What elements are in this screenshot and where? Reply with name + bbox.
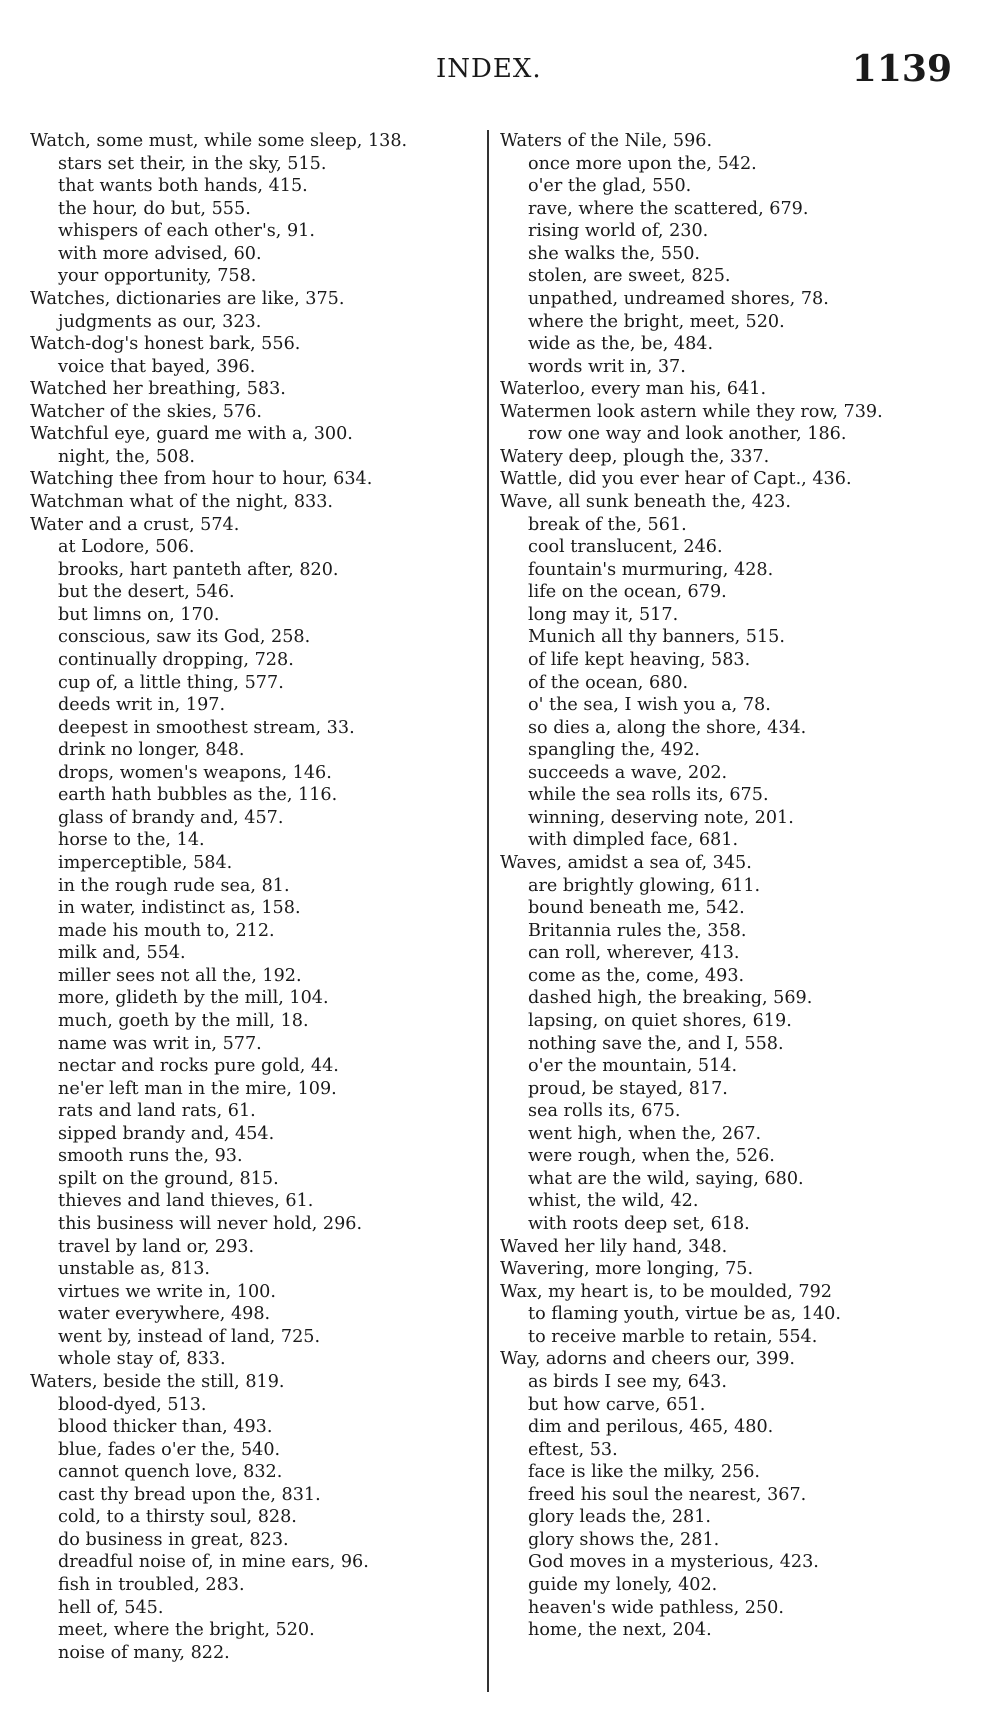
index-entry: Waves, amidst a sea of, 345. [500, 853, 752, 873]
index-subentry: face is like the milky, 256. [528, 1462, 760, 1483]
index-subentry: cup of, a little thing, 577. [58, 672, 284, 693]
index-subentry: break of the, 561. [528, 514, 687, 535]
index-subentry: are brightly glowing, 611. [528, 875, 761, 896]
index-subentry: to receive marble to retain, 554. [528, 1326, 818, 1347]
index-subentry: thieves and land thieves, 61. [58, 1191, 314, 1212]
index-subentry: o' the sea, I wish you a, 78. [528, 695, 771, 716]
index-subentry: more, glideth by the mill, 104. [58, 988, 329, 1009]
index-subentry: spilt on the ground, 815. [58, 1168, 279, 1189]
index-subentry: deepest in smoothest stream, 33. [58, 717, 355, 738]
page-title: INDEX. [436, 54, 542, 84]
index-subentry: fountain's murmuring, 428. [528, 559, 774, 580]
index-subentry: were rough, when the, 526. [528, 1146, 775, 1167]
index-subentry: while the sea rolls its, 675. [528, 785, 769, 806]
index-entry: Watchman what of the night, 833. [30, 492, 334, 512]
index-subentry: this business will never hold, 296. [58, 1214, 363, 1234]
index-subentry: come as the, come, 493. [528, 965, 745, 986]
index-subentry: stars set their, in the sky, 515. [58, 153, 327, 174]
index-subentry: she walks the, 550. [528, 243, 700, 264]
index-subentry: whispers of each other's, 91. [58, 221, 315, 242]
index-subentry: proud, be stayed, 817. [528, 1078, 728, 1099]
index-subentry: blood-dyed, 513. [58, 1394, 207, 1415]
index-entry: Watching thee from hour to hour, 634. [30, 469, 373, 490]
index-entry: Wave, all sunk beneath the, 423. [500, 492, 791, 512]
index-subentry: went high, when the, 267. [528, 1123, 762, 1144]
index-subentry: o'er the glad, 550. [528, 176, 692, 197]
index-entry: Wattle, did you ever hear of Capt., 436. [500, 469, 852, 490]
index-subentry: dreadful noise of, in mine ears, 96. [58, 1552, 369, 1573]
index-subentry: at Lodore, 506. [58, 537, 195, 558]
index-subentry: drink no longer, 848. [58, 740, 245, 761]
index-subentry: that wants both hands, 415. [58, 176, 308, 197]
index-subentry: sipped brandy and, 454. [58, 1123, 275, 1144]
index-subentry: rising world of, 230. [528, 221, 709, 242]
index-subentry: fish in troubled, 283. [58, 1575, 245, 1595]
index-subentry: with roots deep set, 618. [528, 1214, 750, 1234]
index-subentry: went by, instead of land, 725. [58, 1326, 321, 1347]
index-entry: Watery deep, plough the, 337. [500, 446, 770, 467]
index-subentry: Munich all thy banners, 515. [528, 627, 785, 648]
index-subentry: guide my lonely, 402. [528, 1575, 718, 1595]
index-entry: Water and a crust, 574. [30, 514, 240, 535]
index-entry: Wax, my heart is, to be moulded, 792 [500, 1281, 832, 1302]
index-subentry: life on the ocean, 679. [528, 582, 727, 603]
page-number: 1139 [851, 48, 952, 90]
index-subentry: to flaming youth, virtue be as, 140. [528, 1304, 841, 1325]
index-entry: Watch-dog's honest bark, 556. [30, 334, 301, 355]
index-subentry: nectar and rocks pure gold, 44. [58, 1056, 339, 1077]
index-subentry: name was writ in, 577. [58, 1033, 262, 1054]
index-subentry: heaven's wide pathless, 250. [528, 1597, 784, 1618]
index-subentry: what are the wild, saying, 680. [528, 1168, 804, 1189]
index-subentry: with more advised, 60. [58, 243, 262, 264]
index-subentry: imperceptible, 584. [58, 853, 233, 873]
index-subentry: freed his soul the nearest, 367. [528, 1484, 807, 1505]
index-subentry: virtues we write in, 100. [58, 1281, 276, 1302]
index-subentry: stolen, are sweet, 825. [528, 266, 731, 287]
index-entry: Waterloo, every man his, 641. [500, 379, 767, 400]
index-subentry: whole stay of, 833. [58, 1349, 226, 1370]
index-subentry: in the rough rude sea, 81. [58, 875, 290, 896]
index-subentry: noise of many, 822. [58, 1642, 230, 1663]
index-subentry: cool translucent, 246. [528, 537, 723, 558]
index-subentry: but the desert, 546. [58, 582, 235, 603]
index-subentry: continually dropping, 728. [58, 649, 294, 670]
index-subentry: long may it, 517. [528, 604, 679, 625]
index-subentry: can roll, wherever, 413. [528, 943, 740, 964]
index-subentry: dim and perilous, 465, 480. [528, 1417, 774, 1438]
index-entry: Way, adorns and cheers our, 399. [500, 1349, 796, 1370]
index-subentry: cast thy bread upon the, 831. [58, 1484, 321, 1505]
index-subentry: glory shows the, 281. [528, 1529, 720, 1550]
index-entry: Wavering, more longing, 75. [500, 1259, 754, 1280]
index-subentry: but how carve, 651. [528, 1394, 706, 1415]
index-subentry: rave, where the scattered, 679. [528, 198, 809, 219]
index-entry: Watcher of the skies, 576. [30, 401, 262, 422]
index-subentry: voice that bayed, 396. [58, 356, 256, 377]
page-header [0, 48, 1000, 98]
index-subentry: nothing save the, and I, 558. [528, 1033, 784, 1054]
index-subentry: but limns on, 170. [58, 604, 220, 625]
index-subentry: meet, where the bright, 520. [58, 1620, 315, 1641]
index-entry: Watch, some must, while some sleep, 138. [30, 131, 408, 151]
index-subentry: drops, women's weapons, 146. [58, 762, 332, 783]
index-subentry: with dimpled face, 681. [528, 830, 739, 851]
index-subentry: glory leads the, 281. [528, 1507, 712, 1528]
index-subentry: wide as the, be, 484. [528, 334, 714, 355]
index-subentry: as birds I see my, 643. [528, 1371, 727, 1392]
index-subentry: unpathed, undreamed shores, 78. [528, 288, 829, 309]
index-subentry: of life kept heaving, 583. [528, 649, 751, 670]
index-subentry: o'er the mountain, 514. [528, 1056, 738, 1077]
index-subentry: travel by land or, 293. [58, 1236, 255, 1257]
index-subentry: blue, fades o'er the, 540. [58, 1439, 281, 1460]
index-entry: Watchful eye, guard me with a, 300. [30, 424, 353, 445]
index-subentry: sea rolls its, 675. [528, 1101, 681, 1122]
index-entry: Watermen look astern while they row, 739. [500, 401, 883, 422]
index-subentry: rats and land rats, 61. [58, 1101, 256, 1122]
index-subentry: succeeds a wave, 202. [528, 762, 728, 783]
index-subentry: brooks, hart panteth after, 820. [58, 559, 339, 580]
index-entry: Waters, beside the still, 819. [30, 1371, 285, 1392]
index-subentry: Britannia rules the, 358. [528, 920, 747, 941]
index-subentry: cannot quench love, 832. [58, 1462, 283, 1483]
index-subentry: dashed high, the breaking, 569. [528, 988, 813, 1009]
index-column-right [500, 130, 950, 1642]
index-subentry: spangling the, 492. [528, 740, 700, 761]
index-subentry: judgments as our, 323. [58, 311, 262, 332]
index-subentry: winning, deserving note, 201. [528, 807, 794, 828]
index-subentry: earth hath bubbles as the, 116. [58, 785, 338, 806]
index-entry: Watches, dictionaries are like, 375. [30, 288, 345, 309]
index-subentry: row one way and look another, 186. [528, 424, 847, 445]
column-divider [487, 130, 489, 1692]
index-subentry: eftest, 53. [528, 1439, 618, 1460]
index-subentry: miller sees not all the, 192. [58, 965, 302, 986]
index-subentry: words writ in, 37. [528, 356, 686, 377]
index-subentry: bound beneath me, 542. [528, 898, 745, 919]
index-subentry: where the bright, meet, 520. [528, 311, 785, 332]
index-subentry: once more upon the, 542. [528, 153, 757, 174]
index-subentry: cold, to a thirsty soul, 828. [58, 1507, 297, 1528]
index-subentry: whist, the wild, 42. [528, 1191, 699, 1212]
index-entry: Watched her breathing, 583. [30, 379, 286, 400]
index-subentry: smooth runs the, 93. [58, 1146, 243, 1167]
index-subentry: blood thicker than, 493. [58, 1417, 273, 1438]
index-subentry: ne'er left man in the mire, 109. [58, 1078, 337, 1099]
index-entry: Waved her lily hand, 348. [500, 1236, 728, 1257]
index-subentry: horse to the, 14. [58, 830, 205, 851]
index-subentry: milk and, 554. [58, 943, 186, 964]
index-subentry: much, goeth by the mill, 18. [58, 1010, 309, 1031]
index-subentry: deeds writ in, 197. [58, 695, 226, 716]
index-entry: Waters of the Nile, 596. [500, 131, 713, 151]
index-subentry: lapsing, on quiet shores, 619. [528, 1010, 792, 1031]
index-subentry: made his mouth to, 212. [58, 920, 275, 941]
index-subentry: glass of brandy and, 457. [58, 807, 284, 828]
index-subentry: do business in great, 823. [58, 1529, 289, 1550]
index-subentry: conscious, saw its God, 258. [58, 627, 311, 648]
index-subentry: of the ocean, 680. [528, 672, 689, 693]
index-subentry: so dies a, along the shore, 434. [528, 717, 807, 738]
index-subentry: hell of, 545. [58, 1597, 164, 1618]
index-subentry: God moves in a mysterious, 423. [528, 1552, 819, 1573]
index-subentry: night, the, 508. [58, 446, 195, 467]
index-subentry: unstable as, 813. [58, 1259, 211, 1280]
index-column-left [30, 130, 485, 1664]
index-subentry: home, the next, 204. [528, 1620, 712, 1641]
index-subentry: your opportunity, 758. [58, 266, 257, 287]
index-subentry: the hour, do but, 555. [58, 198, 251, 219]
index-subentry: water everywhere, 498. [58, 1304, 271, 1325]
index-subentry: in water, indistinct as, 158. [58, 898, 301, 919]
